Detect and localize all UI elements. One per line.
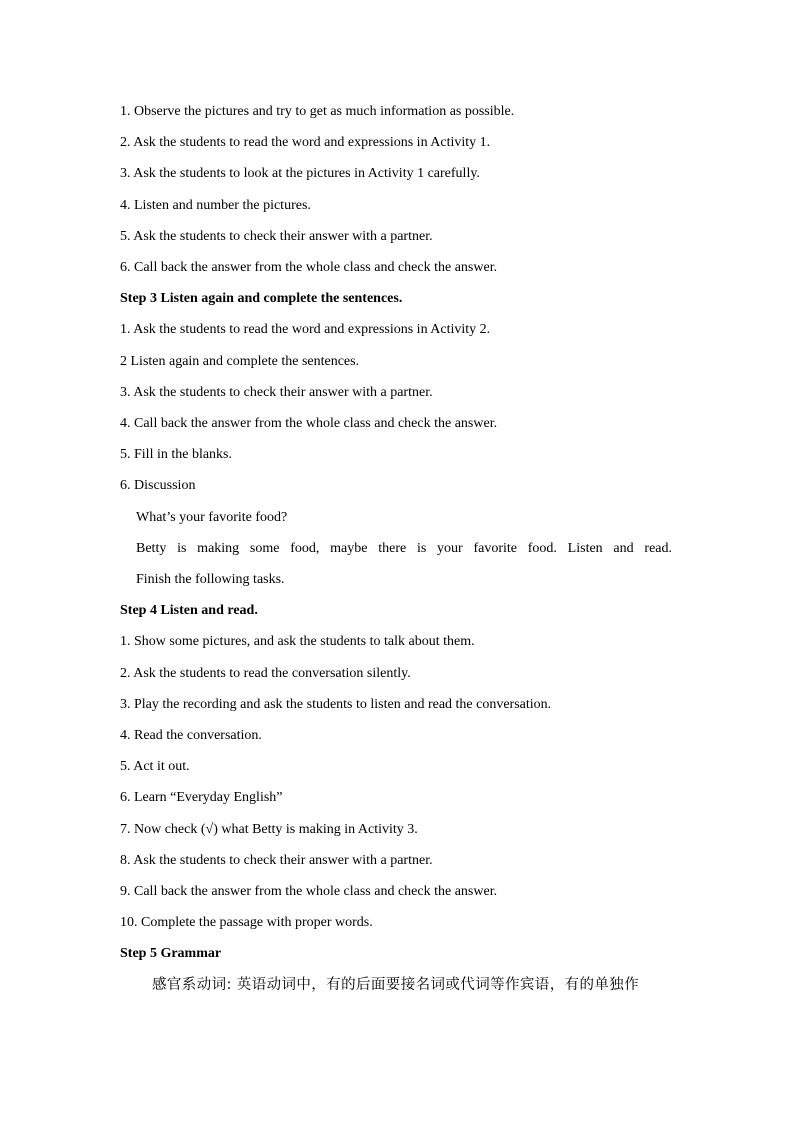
paragraph: 感官系动词: 英语动词中，有的后面要接名词或代词等作宾语，有的单独作 (152, 977, 640, 993)
section-heading: Step 4 Listen and read. (120, 603, 258, 618)
list-item: 10. Complete the passage with proper words. (120, 915, 373, 930)
discussion-text: Betty is making some food, maybe there is your favorite food. Listen and read. (136, 541, 672, 556)
list-item: 1. Show some pictures, and ask the students to talk about them. (120, 634, 475, 649)
list-item: 7. Now check (√) what Betty is making in Activity 3. (120, 822, 418, 837)
list-item: 2 Listen again and complete the sentences. (120, 354, 360, 369)
list-item: 3. Ask the students to check their answer with a partner. (120, 385, 433, 400)
list-item: 5. Fill in the blanks. (120, 447, 232, 462)
section-heading: Step 5 Grammar (120, 946, 222, 961)
list-item: 4. Call back the answer from the whole class and check the answer. (120, 416, 498, 431)
list-item: 2. Ask the students to read the conversation silently. (120, 666, 411, 681)
list-item: 6. Call back the answer from the whole class and check the answer. (120, 260, 498, 275)
discussion-question: What’s your favorite food? (136, 510, 288, 525)
list-item: 5. Act it out. (120, 759, 190, 774)
discussion-text: Finish the following tasks. (136, 572, 285, 587)
list-item: 4. Listen and number the pictures. (120, 198, 311, 213)
list-item: 1. Observe the pictures and try to get as much information as possible. (120, 104, 515, 119)
list-item: 3. Ask the students to look at the pictures in Activity 1 carefully. (120, 166, 480, 181)
list-item: 8. Ask the students to check their answer with a partner. (120, 853, 433, 868)
list-item: 5. Ask the students to check their answer with a partner. (120, 229, 433, 244)
section-heading: Step 3 Listen again and complete the sentences. (120, 291, 403, 306)
list-item: 6. Learn “Everyday English” (120, 790, 283, 805)
list-item: 3. Play the recording and ask the students to listen and read the conversation. (120, 697, 552, 712)
list-item: 6. Discussion (120, 478, 196, 493)
list-item: 4. Read the conversation. (120, 728, 262, 743)
list-item: 9. Call back the answer from the whole class and check the answer. (120, 884, 498, 899)
list-item: 1. Ask the students to read the word and expressions in Activity 2. (120, 322, 491, 337)
list-item: 2. Ask the students to read the word and expressions in Activity 1. (120, 135, 491, 150)
